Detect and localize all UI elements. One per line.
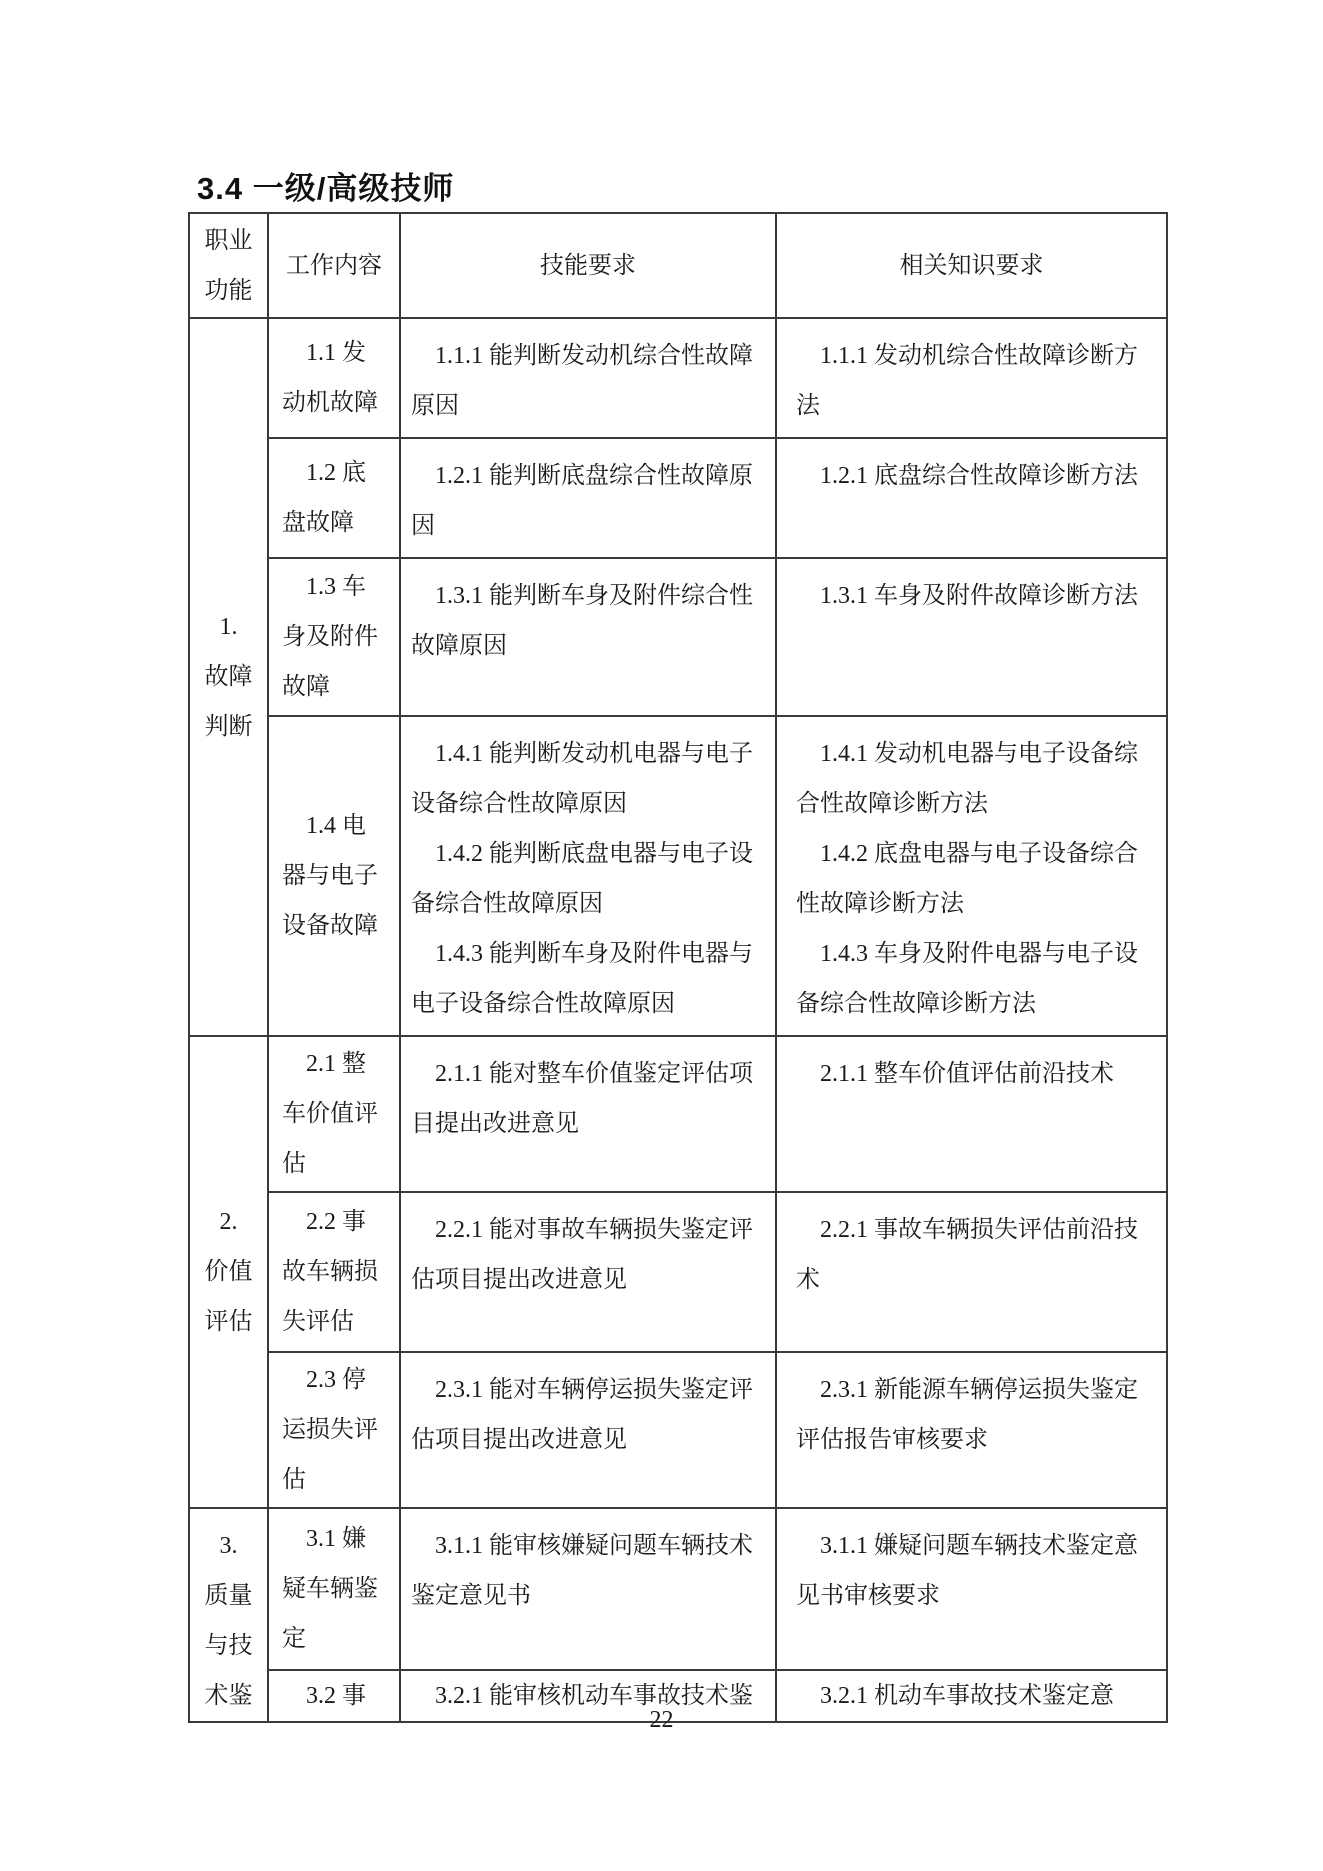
skill-cell: 2.2.1 能对事故车辆损失鉴定评估项目提出改进意见 — [400, 1192, 776, 1352]
column-header-skill: 技能要求 — [400, 213, 776, 318]
skill-cell: 3.2.1 能审核机动车事故技术鉴 — [400, 1670, 776, 1722]
knowledge-cell: 2.2.1 事故车辆损失评估前沿技术 — [776, 1192, 1167, 1352]
knowledge-cell: 2.1.1 整车价值评估前沿技术 — [776, 1036, 1167, 1192]
skill-cell: 3.1.1 能审核嫌疑问题车辆技术鉴定意见书 — [400, 1508, 776, 1670]
work-cell: 3.1 嫌疑车辆鉴定 — [268, 1508, 400, 1670]
page-title: 3.4 一级/高级技师 — [197, 171, 455, 206]
occupation-standard-table — [188, 212, 1168, 1723]
knowledge-cell: 1.3.1 车身及附件故障诊断方法 — [776, 558, 1167, 716]
knowledge-cell: 2.3.1 新能源车辆停运损失鉴定评估报告审核要求 — [776, 1352, 1167, 1508]
work-cell: 1.1 发动机故障 — [268, 318, 400, 438]
work-cell: 1.2 底盘故障 — [268, 438, 400, 558]
knowledge-cell: 3.2.1 机动车事故技术鉴定意 — [776, 1670, 1167, 1722]
skill-cell: 1.3.1 能判断车身及附件综合性故障原因 — [400, 558, 776, 716]
skill-cell: 1.1.1 能判断发动机综合性故障原因 — [400, 318, 776, 438]
knowledge-cell: 3.1.1 嫌疑问题车辆技术鉴定意见书审核要求 — [776, 1508, 1167, 1670]
column-header-function — [189, 213, 268, 318]
work-cell: 2.3 停运损失评估 — [268, 1352, 400, 1508]
function-cell-3: 3. 质量 与技 术鉴 — [189, 1508, 268, 1722]
table-row — [189, 1352, 1167, 1508]
column-header-work: 工作内容 — [268, 213, 400, 318]
header-function-line: 功能 — [204, 277, 253, 304]
work-cell: 3.2 事 — [268, 1670, 400, 1722]
table-row — [189, 558, 1167, 716]
table-row — [189, 1192, 1167, 1352]
header-function-line: 职业 — [204, 227, 253, 254]
function-cell-1: 1. 故障 判断 — [189, 318, 268, 1036]
column-header-knowledge: 相关知识要求 — [776, 213, 1167, 318]
function-cell-2: 2. 价值 评估 — [189, 1036, 268, 1508]
skill-cell: 2.1.1 能对整车价值鉴定评估项目提出改进意见 — [400, 1036, 776, 1192]
work-cell: 2.1 整车价值评估 — [268, 1036, 400, 1192]
knowledge-cell: 1.4.1 发动机电器与电子设备综合性故障诊断方法 1.4.2 底盘电器与电子设备综合性故障诊断方法 1.4.3 车身及附件电器与电子设备综合性故障诊断方法 — [776, 716, 1167, 1036]
skill-cell: 2.3.1 能对车辆停运损失鉴定评估项目提出改进意见 — [400, 1352, 776, 1508]
knowledge-cell: 1.1.1 发动机综合性故障诊断方法 — [776, 318, 1167, 438]
work-cell: 1.4 电器与电子设备故障 — [268, 716, 400, 1036]
work-cell: 2.2 事故车辆损失评估 — [268, 1192, 400, 1352]
skill-cell: 1.4.1 能判断发动机电器与电子设备综合性故障原因 1.4.2 能判断底盘电器与电子设备综合性故障原因 1.4.3 能判断车身及附件电器与电子设备综合性故障原因 — [400, 716, 776, 1036]
table-row — [189, 1036, 1167, 1192]
table-header-row — [189, 213, 1167, 318]
skill-cell: 1.2.1 能判断底盘综合性故障原因 — [400, 438, 776, 558]
knowledge-cell: 1.2.1 底盘综合性故障诊断方法 — [776, 438, 1167, 558]
table-row — [189, 1508, 1167, 1670]
table-row — [189, 438, 1167, 558]
page-number: 22 — [649, 1707, 674, 1733]
work-cell: 1.3 车身及附件故障 — [268, 558, 400, 716]
table-row — [189, 716, 1167, 1036]
table-row — [189, 318, 1167, 438]
